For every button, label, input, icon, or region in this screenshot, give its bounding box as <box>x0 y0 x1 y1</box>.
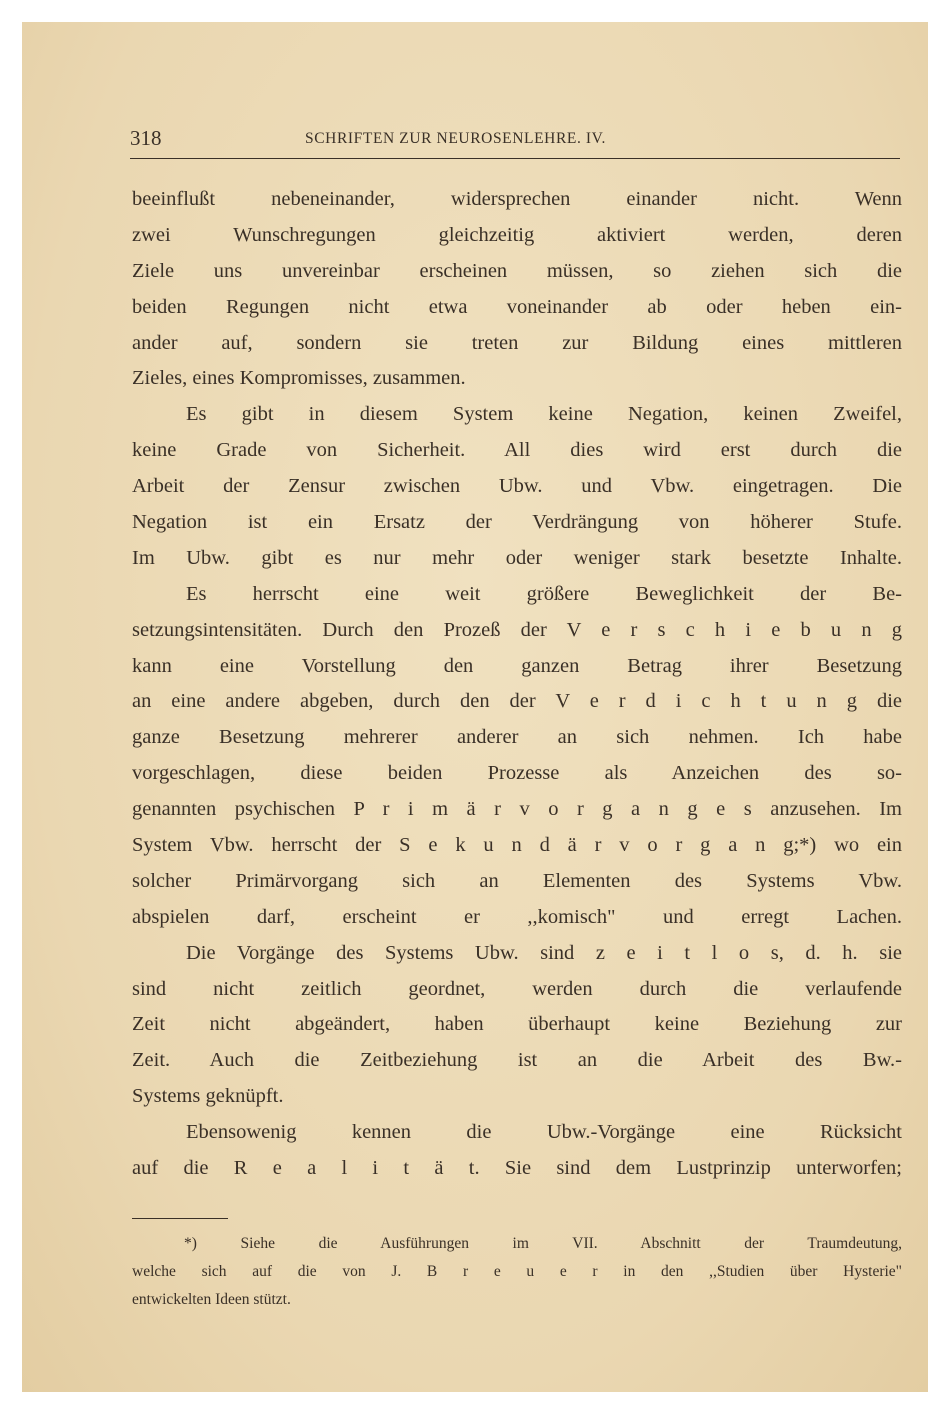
footnote-line: entwickelten Ideen stützt. <box>132 1291 291 1308</box>
text-line: auf die R e a l i t ä t. Sie sind dem Lustprinzip unterworfen; <box>132 1157 902 1180</box>
text-line: setzungsintensitäten. Durch den Prozeß der V e r s c h i e b u n g <box>132 618 902 641</box>
text-line: System Vbw. herrscht der S e k u n d ä r v o r g a n g;*) wo ein <box>132 834 902 857</box>
text-line: solcher Primärvorgang sich an Elementen des Systems Vbw. <box>132 869 902 892</box>
page-number: 318 <box>130 126 162 150</box>
text-line: Es gibt in diesem System keine Negation, keinen Zweifel, <box>186 403 902 426</box>
footnote-line: welche sich auf die von J. B r e u e r in den ,,Studien über Hysterie" <box>132 1263 902 1280</box>
running-head: SCHRIFTEN ZUR NEUROSENLEHRE. IV. <box>305 130 606 147</box>
text-line: Zieles, eines Kompromisses, zusammen. <box>132 367 466 390</box>
text-line: Systems geknüpft. <box>132 1085 284 1108</box>
text-line: abspielen darf, erscheint er ,,komisch" und erregt Lachen. <box>132 905 902 928</box>
footnote-divider <box>132 1218 228 1219</box>
text-line: sind nicht zeitlich geordnet, werden durch die verlaufende <box>132 977 902 1000</box>
text-line: kann eine Vorstellung den ganzen Betrag ihrer Besetzung <box>132 654 902 677</box>
text-line: Die Vorgänge des Systems Ubw. sind z e i t l o s, d. h. sie <box>186 941 902 964</box>
text-line: zwei Wunschregungen gleichzeitig aktiviert werden, deren <box>132 223 902 246</box>
text-line: ganze Besetzung mehrerer anderer an sich nehmen. Ich habe <box>132 726 902 749</box>
page-header <box>130 126 900 159</box>
footnote-line: *) Siehe die Ausführungen im VII. Abschnitt der Traumdeutung, <box>184 1235 902 1252</box>
text-line: Zeit. Auch die Zeitbeziehung ist an die Arbeit des Bw.- <box>132 1049 902 1072</box>
footnote <box>132 1230 902 1314</box>
text-line: beiden Regungen nicht etwa voneinander ab oder heben ein- <box>132 295 902 318</box>
text-line: Negation ist ein Ersatz der Verdrängung von höherer Stufe. <box>132 511 902 534</box>
text-line: Ebensowenig kennen die Ubw.-Vorgänge eine Rücksicht <box>186 1121 902 1144</box>
text-line: ander auf, sondern sie treten zur Bildung eines mittleren <box>132 331 902 354</box>
text-line: an eine andere abgeben, durch den der V e r d i c h t u n g die <box>132 690 902 713</box>
text-line: keine Grade von Sicherheit. All dies wird erst durch die <box>132 439 902 462</box>
text-line: Es herrscht eine weit größere Beweglichkeit der Be- <box>186 582 902 605</box>
text-line: genannten psychischen P r i m ä r v o r g a n g e s anzusehen. Im <box>132 798 902 821</box>
text-line: Ziele uns unvereinbar erscheinen müssen, so ziehen sich die <box>132 259 902 282</box>
body-text <box>132 182 902 1187</box>
text-line: Arbeit der Zensur zwischen Ubw. und Vbw. eingetragen. Die <box>132 475 902 498</box>
text-line: vorgeschlagen, diese beiden Prozesse als Anzeichen des so- <box>132 762 902 785</box>
text-line: Zeit nicht abgeändert, haben überhaupt keine Beziehung zur <box>132 1013 902 1036</box>
book-page <box>22 22 928 1392</box>
text-line: beeinflußt nebeneinander, widersprechen einander nicht. Wenn <box>132 188 902 210</box>
text-line: Im Ubw. gibt es nur mehr oder weniger stark besetzte Inhalte. <box>132 546 902 569</box>
